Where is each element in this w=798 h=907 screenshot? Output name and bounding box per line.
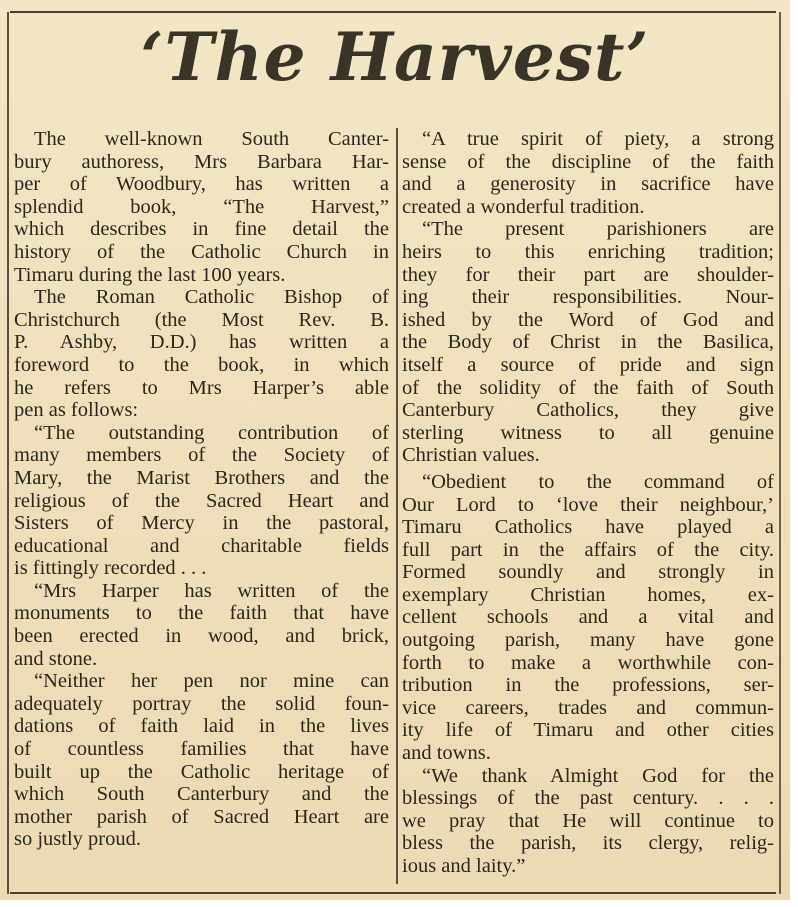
text-line: ished by the Word of God and: [402, 308, 774, 331]
text-line: mother parish of Sacred Heart are: [14, 805, 389, 828]
text-line: “Obedient to the command of: [422, 470, 774, 493]
text-line: Sisters of Mercy in the pastoral,: [14, 512, 389, 535]
text-line: itself a source of pride and sign: [402, 353, 774, 376]
text-line: “The present parishioners are: [422, 218, 774, 241]
text-line: “A true spirit of piety, a strong: [422, 128, 774, 150]
text-line: religious of the Sacred Heart and: [14, 489, 389, 512]
text-line: bless the parish, its clergy, relig-: [402, 832, 774, 855]
text-line: Mary, the Marist Brothers and the: [14, 466, 389, 489]
text-line: cellent schools and a vital and: [402, 606, 774, 629]
text-line: Formed soundly and strongly in: [402, 561, 774, 584]
top-rule: [10, 11, 776, 13]
text-line: adequately portray the solid foun-: [14, 692, 389, 715]
text-line: “Mrs Harper has written of the: [34, 579, 389, 602]
text-line: Christian values.: [402, 444, 540, 467]
article-title: ‘The Harvest’: [140, 18, 650, 96]
text-line: per of Woodbury, has written a: [14, 173, 389, 196]
paragraph: [402, 471, 774, 765]
text-line: they for their part are shoulder-: [402, 263, 774, 286]
article-column-right: [402, 128, 774, 878]
text-line: which South Canterbury and the: [14, 783, 389, 806]
text-line: sense of the discipline of the faith: [402, 150, 774, 173]
text-line: and a generosity in sacrifice have: [402, 173, 774, 196]
article-column-left: [14, 128, 389, 851]
text-line: ity life of Timaru and other cities: [402, 719, 774, 742]
text-line: so justly proud.: [14, 828, 141, 851]
text-line: ious and laity.”: [402, 855, 526, 877]
text-line: Our Lord to ‘love their neighbour,’: [402, 493, 774, 516]
text-line: vice careers, trades and commun-: [402, 696, 774, 719]
text-line: built up the Catholic heritage of: [14, 760, 389, 783]
text-line: educational and charitable fields: [14, 534, 389, 557]
text-line: splendid book, “The Harvest,”: [14, 195, 389, 218]
text-line: exemplary Christian homes, ex-: [402, 583, 774, 606]
text-line: Timaru Catholics have played a: [402, 516, 774, 539]
left-border: [7, 12, 9, 894]
column-divider: [396, 128, 398, 884]
bottom-rule: [10, 892, 776, 894]
text-line: Canterbury Catholics, they give: [402, 399, 774, 422]
right-border: [779, 12, 781, 894]
text-line: and stone.: [14, 647, 98, 670]
text-line: monuments to the faith that have: [14, 602, 389, 625]
text-line: history of the Catholic Church in: [14, 240, 389, 263]
text-line: created a wonderful tradition.: [402, 195, 645, 218]
paragraph: [14, 128, 389, 286]
text-line: ing their responsibilities. Nour-: [402, 286, 774, 309]
text-line: “Neither her pen nor mine can: [34, 670, 389, 693]
text-line: sterling witness to all genuine: [402, 421, 774, 444]
text-line: we pray that He will continue to: [402, 809, 774, 832]
text-line: bury authoress, Mrs Barbara Har-: [14, 150, 389, 173]
text-line: foreword to the book, in which: [14, 353, 389, 376]
text-line: of countless families that have: [14, 738, 389, 761]
text-line: and towns.: [402, 742, 491, 765]
paragraph: [402, 218, 774, 467]
text-line: blessings of the past century. . . .: [402, 787, 774, 810]
text-line: P. Ashby, D.D.) has written a: [14, 331, 389, 354]
paragraph: [14, 580, 389, 670]
text-line: Christchurch (the Most Rev. B.: [14, 308, 389, 331]
text-line: dations of faith laid in the lives: [14, 715, 389, 738]
text-line: tribution in the professions, ser-: [402, 674, 774, 697]
text-line: pen as follows:: [14, 399, 139, 422]
text-line: The Roman Catholic Bishop of: [34, 286, 389, 309]
text-line: “The outstanding contribution of: [34, 421, 389, 444]
text-line: Timaru during the last 100 years.: [14, 263, 286, 286]
text-line: which describes in fine detail the: [14, 218, 389, 241]
paragraph: [402, 128, 774, 218]
text-line: many members of the Society of: [14, 444, 389, 467]
text-line: heirs to this enriching tradition;: [402, 240, 774, 263]
text-line: full part in the affairs of the city.: [402, 538, 774, 561]
text-line: he refers to Mrs Harper’s able: [14, 376, 389, 399]
paragraph: [14, 286, 389, 422]
text-line: forth to make a worthwhile con-: [402, 651, 774, 674]
text-line: been erected in wood, and brick,: [14, 625, 389, 648]
text-line: outgoing parish, many have gone: [402, 629, 774, 652]
paragraph: [14, 670, 389, 851]
text-line: “We thank Almight God for the: [422, 764, 774, 787]
text-line: The well-known South Canter-: [34, 128, 389, 150]
text-line: of the solidity of the faith of South: [402, 376, 774, 399]
paragraph: [14, 422, 389, 580]
paragraph: [402, 765, 774, 878]
text-line: is fittingly recorded . . .: [14, 557, 207, 580]
text-line: the Body of Christ in the Basilica,: [402, 331, 774, 354]
